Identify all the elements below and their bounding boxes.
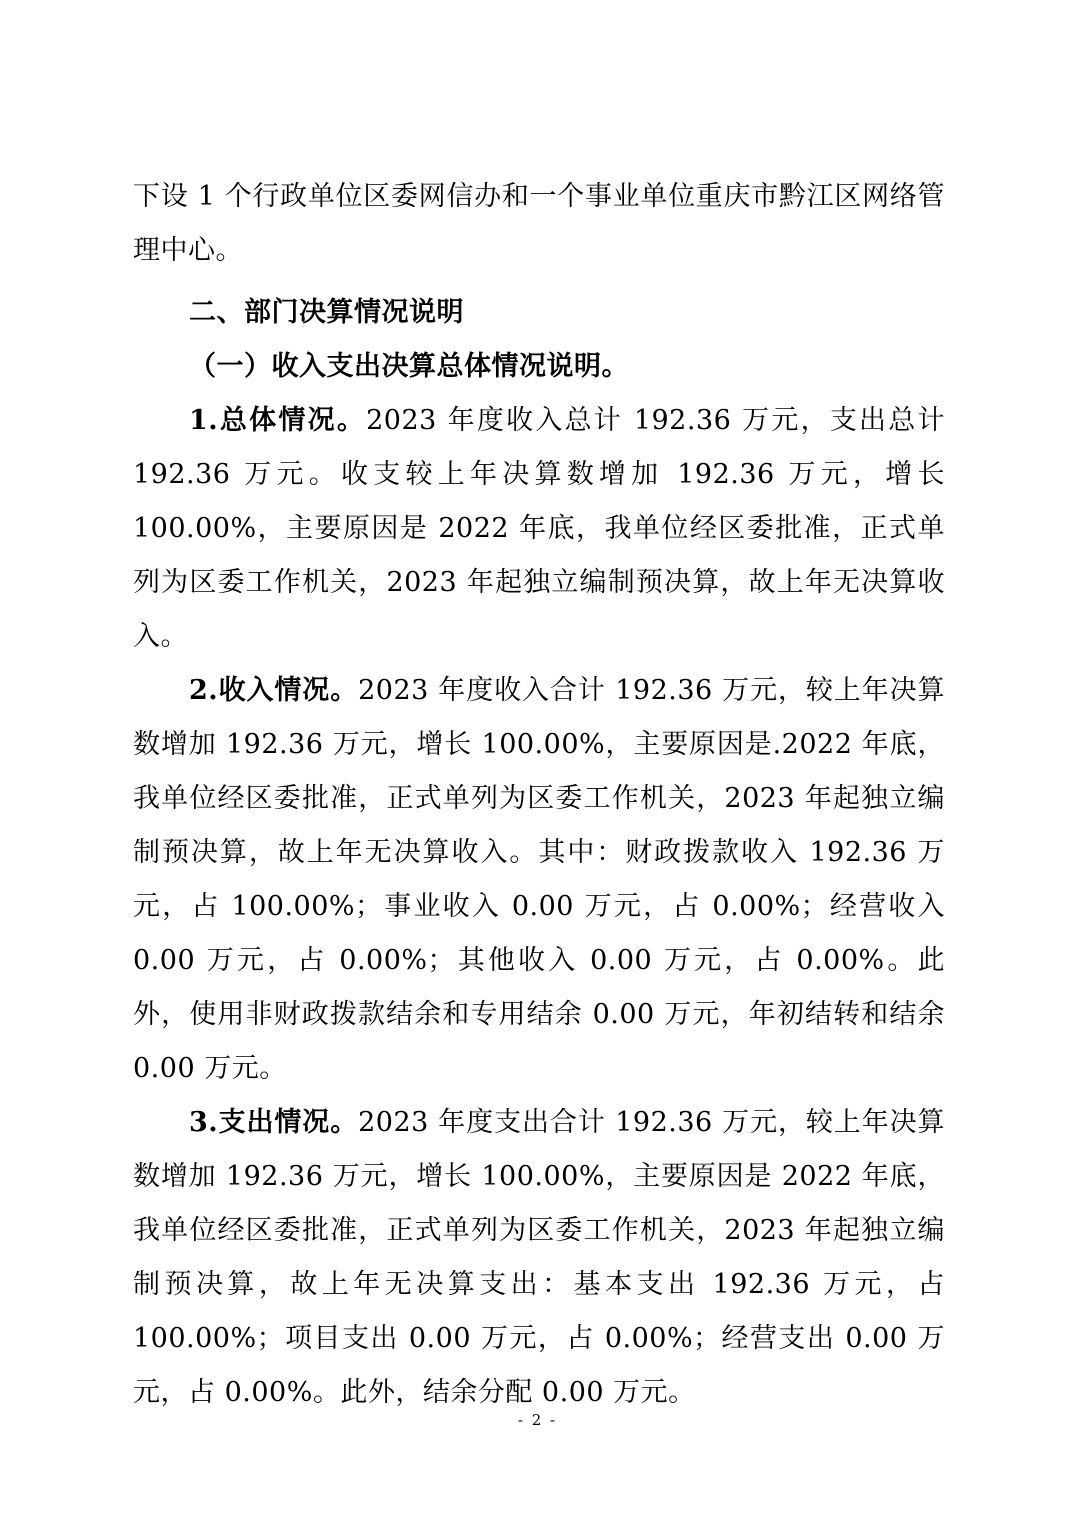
paragraph-expenditure: [133, 1096, 945, 1420]
paragraph-overall: [133, 394, 945, 664]
paragraph-expenditure-lead: 3.支出情况。: [189, 1107, 359, 1138]
intro-paragraph: 下设 1 个行政单位区委网信办和一个事业单位重庆市黔江区网络管理中心。: [133, 181, 945, 266]
paragraph-income: [133, 664, 945, 1096]
section-heading: 二、部门决算情况说明: [189, 297, 464, 328]
page-number: - 2 -: [517, 1411, 558, 1429]
paragraph-expenditure-body: 2023 年度支出合计 192.36 万元，较上年决算数增加 192.36 万元，增长 100.00%，主要原因是 2022 年底，我单位经区委批准，正式单列为区委工作机关，2023 年起独立编制预决算，故上年无决算支出：基本支出 192.36 万元，占 100.00%；项目支出 0.00 万元，占 0.00%；经营支出 0.00 万元，占 0.00%。此外，结余分配 0.00 万元。: [133, 1107, 945, 1408]
document-page: [133, 170, 945, 1420]
subsection-heading: （一）收入支出决算总体情况说明。: [189, 351, 629, 382]
paragraph-income-body: 2023 年度收入合计 192.36 万元，较上年决算数增加 192.36 万元，增长 100.00%，主要原因是.2022 年底，我单位经区委批准，正式单列为区委工作机关，2023 年起独立编制预决算，故上年无决算收入。其中：财政拨款收入 192.36 万元，占 100.00%；事业收入 0.00 万元，占 0.00%；经营收入 0.00 万元，占 0.00%；其他收入 0.00 万元，占 0.00%。此外，使用非财政拨款结余和专用结余 0.00 万元，年初结转和结余 0.00 万元。: [133, 675, 945, 1084]
paragraph-income-lead: 2.收入情况。: [189, 675, 359, 706]
paragraph-overall-lead: 1.总体情况。: [189, 405, 367, 436]
paragraph-overall-body: 2023 年度收入总计 192.36 万元，支出总计 192.36 万元。收支较上年决算数增加 192.36 万元，增长 100.00%，主要原因是 2022 年底，我单位经区委批准，正式单列为区委工作机关，2023 年起独立编制预决算，故上年无决算收入。: [133, 405, 946, 652]
